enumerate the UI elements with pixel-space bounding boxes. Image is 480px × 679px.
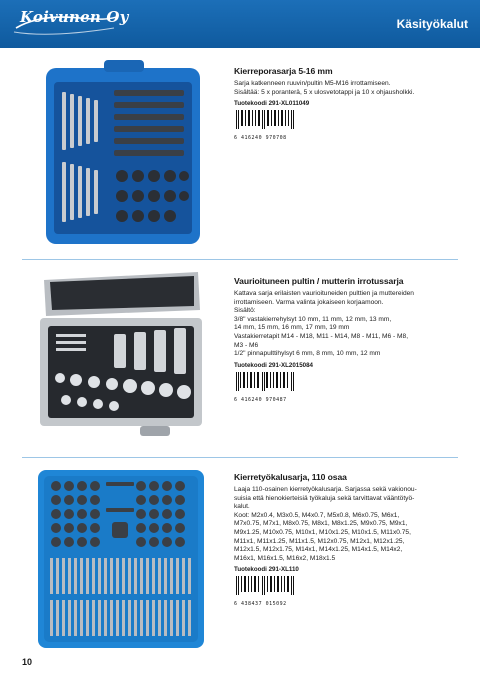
- barcode-number: 6 416240 970708: [234, 135, 287, 142]
- product-description-line: Sisältää: 5 x poranterä, 5 x ulosvetotappi ja 10 x ohjausholkki.: [234, 88, 415, 96]
- product-description-line: M12x1.5, M12x1.75, M14x1, M14x1.25, M14x1.5, M14x2,: [234, 546, 403, 554]
- product-code: Tuotekoodi 291-XL011049: [234, 100, 310, 108]
- product-code: Tuotekoodi 291-XL2015084: [234, 361, 313, 369]
- product-info-tap-die-set: [234, 472, 470, 608]
- product-description-line: Laaja 110-osainen kierretyökalusarja. Sarjassa sekä vakionou-: [234, 486, 417, 493]
- page-number: 10: [22, 657, 33, 667]
- product-barcode: [234, 110, 296, 142]
- product-barcode: [234, 372, 296, 403]
- product-description-line: M7x0.75, M7x1, M8x0.75, M8x1, M8x1.25, M9x0.75, M9x1,: [234, 520, 408, 528]
- brand-name: Koivunen Oy: [20, 8, 129, 26]
- product-divider: [22, 259, 458, 260]
- barcode-bars: [234, 576, 296, 595]
- product-info-bolt-remover-set: [234, 276, 470, 403]
- product-description-line: suisia että hienokierteisiä työkaluja sekä tarvittavat vääntötyö-: [234, 494, 415, 502]
- product-title: Kierreporasarja 5-16 mm: [234, 66, 333, 76]
- product-divider: [22, 457, 458, 458]
- product-photo-tap-die-set: [36, 468, 206, 650]
- product-description-line: 1/2" pinnapulttihylsyt 6 mm, 8 mm, 10 mm, 12 mm: [234, 350, 381, 358]
- barcode-number: 6 438437 015092: [234, 601, 287, 608]
- product-description-line: 14 mm, 15 mm, 16 mm, 17 mm, 19 mm: [234, 324, 350, 332]
- product-title: Vaurioituneen pultin / mutterin irrotussarja: [234, 276, 404, 286]
- product-info-extractor-set: [234, 66, 470, 142]
- section-title: Käsityökalut: [396, 17, 468, 31]
- product-description-line: irrottamiseen. Varma valinta jokaiseen korjaamoon.: [234, 298, 384, 306]
- product-description-line: 3/8" vastakierrehylsyt 10 mm, 11 mm, 12 mm, 13 mm,: [234, 315, 392, 323]
- product-description-line: M16x1, M16x1.5, M16x2, M18x1.5: [234, 554, 336, 562]
- barcode-bars: [234, 372, 296, 391]
- product-description-line: M11x1, M11x1.25, M11x1.5, M12x0.75, M12x1, M12x1.25,: [234, 537, 405, 545]
- product-title: Kierretyökalusarja, 110 osaa: [234, 472, 347, 482]
- product-photo-extractor-set: [44, 60, 202, 246]
- barcode-bars: [234, 110, 296, 129]
- product-description-line: Kattava sarja erilaisten vaurioituneiden pulttien ja muttereiden: [234, 290, 414, 297]
- page-header: [0, 0, 480, 48]
- barcode-number: 6 416240 970487: [234, 396, 287, 403]
- product-code: Tuotekoodi 291-XL110: [234, 566, 299, 574]
- product-barcode: [234, 576, 296, 608]
- product-description-line: M9x1.25, M10x0.75, M10x1, M10x1.25, M10x1.5, M11x0.75,: [234, 528, 411, 536]
- product-description-line: Sisältö:: [234, 307, 256, 315]
- product-description-line: kalut.: [234, 503, 250, 511]
- product-description-line: Koot: M2x0.4, M3x0.5, M4x0.7, M5x0.8, M6x0.75, M6x1,: [234, 511, 400, 519]
- product-description-line: M3 - M6: [234, 341, 259, 349]
- product-description-line: Vastakierretapit M14 - M18, M11 - M14, M8 - M11, M6 - M8,: [234, 332, 409, 340]
- product-photo-bolt-remover-set: [36, 270, 206, 442]
- product-description-line: Sarja katkenneen ruuvin/pultin M5-M16 irrottamiseen.: [234, 80, 391, 87]
